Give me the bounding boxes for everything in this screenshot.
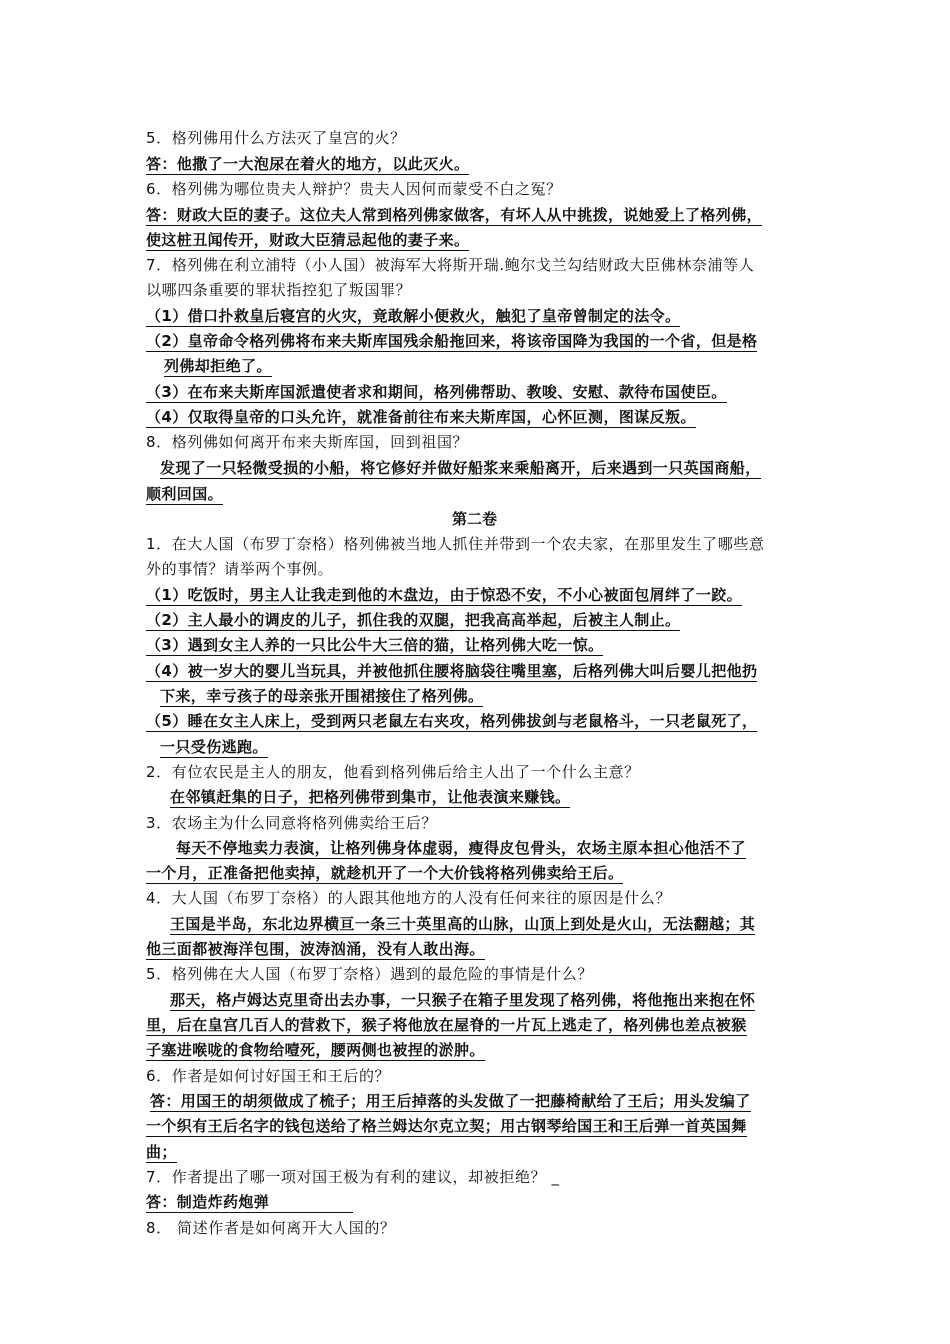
question-line: 5．格列佛用什么方法灭了皇宫的火？ xyxy=(146,129,406,147)
answer-line: （2）主人最小的调皮的儿子，抓住我的双腿，把我高高举起，后被主人制止。 xyxy=(146,611,681,629)
question-line: 外的事情？请举两个事例。 xyxy=(146,560,334,578)
answer-line: 答：用国王的胡须做成了梳子；用王后掉落的头发做了一把藤椅献给了王后；用头发编了 xyxy=(150,1092,751,1110)
answer-line: 一个织有王后名字的钱包送给了格兰姆达尔克立契；用古钢琴给国王和王后弹一首英国舞 xyxy=(146,1117,747,1135)
answer-line: （3）在布来夫斯库国派遣使者求和期间，格列佛帮助、教唆、安慰、款待布国使臣。 xyxy=(146,383,727,401)
answer-line: 子塞进喉咙的食物给噎死，腰两侧也被捏的淤肿。 xyxy=(146,1041,485,1059)
answer-line: 王国是半岛，东北边界横亘一条三十英里高的山脉，山顶上到处是火山，无法翻越；其 xyxy=(170,915,756,933)
answer-line: （1）借口扑救皇后寝宫的火灾，竟敢解小便救火，触犯了皇帝曾制定的法令。 xyxy=(146,307,681,325)
answer-line: （4）仅取得皇帝的口头允许，就准备前往布来夫斯库国，心怀叵测，图谋反叛。 xyxy=(146,408,696,426)
answer-line: （3）遇到女主人养的一只比公牛大三倍的猫，让格列佛大吃一惊。 xyxy=(146,636,604,654)
answer-line: 在邻镇赶集的日子，把格列佛带到集市，让他表演来赚钱。 xyxy=(170,788,571,806)
question-line: 1．在大人国（布罗丁奈格）格列佛被当地人抓住并带到一个农夫家，在那里发生了哪些意 xyxy=(146,535,765,553)
question-line: 3．农场主为什么同意将格列佛卖给王后？ xyxy=(146,814,437,832)
answer-line: 使这桩丑闻传开，财政大臣猜忌起他的妻子来。 xyxy=(146,231,470,249)
answer-line: 答：他撒了一大泡尿在着火的地方，以此灭火。 xyxy=(146,155,470,173)
question-line: 7．作者提出了哪一项对国王极为有利的建议，却被拒绝？ _ xyxy=(146,1168,560,1186)
answer-line: （2）皇帝命令格列佛将布来夫斯库国残余船拖回来，将该帝国降为我国的一个省，但是格 xyxy=(146,332,758,350)
answer-line: 一只受伤逃跑。 xyxy=(160,738,268,756)
answer-line: 答：制造炸药炮弹 xyxy=(146,1192,353,1212)
answer-line: 每天不停地卖力表演，让格列佛身体虚弱，瘦得皮包骨头，农场主原本担心他活不了 xyxy=(176,839,746,857)
answer-line: 答：财政大臣的妻子。这位夫人常到格列佛家做客，有坏人从中挑拨，说她爱上了格列佛， xyxy=(146,206,763,224)
answer-line: 一个月，正准备把他卖掉，就趁机开了一个大价钱将格列佛卖给王后。 xyxy=(146,864,624,882)
answer-line: 列佛却拒绝了。 xyxy=(164,357,272,375)
question-line: 7．格列佛在利立浦特（小人国）被海军大将斯开瑞.鲍尔戈兰勾结财政大臣佛林奈浦等人 xyxy=(146,256,755,274)
answer-line: 里，后在皇宫几百人的营救下，猴子将他放在屋脊的一片瓦上逃走了，格列佛也差点被猴 xyxy=(146,1016,747,1034)
answer-line: 顺利回国。 xyxy=(146,485,224,503)
question-line: 5．格列佛在大人国（布罗丁奈格）遇到的最危险的事情是什么？ xyxy=(146,965,593,983)
answer-line: 他三面都被海洋包围，波涛汹涌，没有人敢出海。 xyxy=(146,940,485,958)
answer-line: 下来，幸亏孩子的母亲张开围裙接住了格列佛。 xyxy=(160,687,484,705)
answer-line: 曲； xyxy=(146,1143,177,1161)
answer-line: （1）吃饭时，男主人让我走到他的木盘边，由于惊恐不安，不小心被面包屑绊了一跤。 xyxy=(146,586,743,604)
question-line: 6．格列佛为哪位贵夫人辩护？贵夫人因何而蒙受不白之冤？ xyxy=(146,180,562,198)
answer-line: （4）被一岁大的婴儿当玩具，并被他抓住腰将脑袋往嘴里塞，后格列佛大叫后婴儿把他扔 xyxy=(146,662,758,680)
question-line: 以哪四条重要的罪状指控犯了叛国罪？ xyxy=(146,281,412,299)
answer-line: 发现了一只轻微受损的小船，将它修好并做好船浆来乘船离开，后来遇到一只英国商船， xyxy=(160,459,761,477)
answer-line: 那天，格卢姆达克里奇出去办事，一只猴子在箱子里发现了格列佛，将他拖出来抱在怀 xyxy=(170,991,756,1009)
question-line: 6．作者是如何讨好国王和王后的？ xyxy=(146,1067,391,1085)
section-heading: 第二卷 xyxy=(452,510,498,528)
question-line: 2．有位农民是主人的朋友，他看到格列佛后给主人出了一个什么主意？ xyxy=(146,763,640,781)
question-line: 8．格列佛如何离开布来夫斯库国，回到祖国？ xyxy=(146,433,469,451)
question-line: 4．大人国（布罗丁奈格）的人跟其他地方的人没有任何来往的原因是什么？ xyxy=(146,889,671,907)
answer-line: （5）睡在女主人床上，受到两只老鼠左右夹攻，格列佛拔剑与老鼠格斗，一只老鼠死了， xyxy=(146,712,758,730)
question-line: 8． 简述作者是如何离开大人国的？ xyxy=(146,1219,396,1237)
